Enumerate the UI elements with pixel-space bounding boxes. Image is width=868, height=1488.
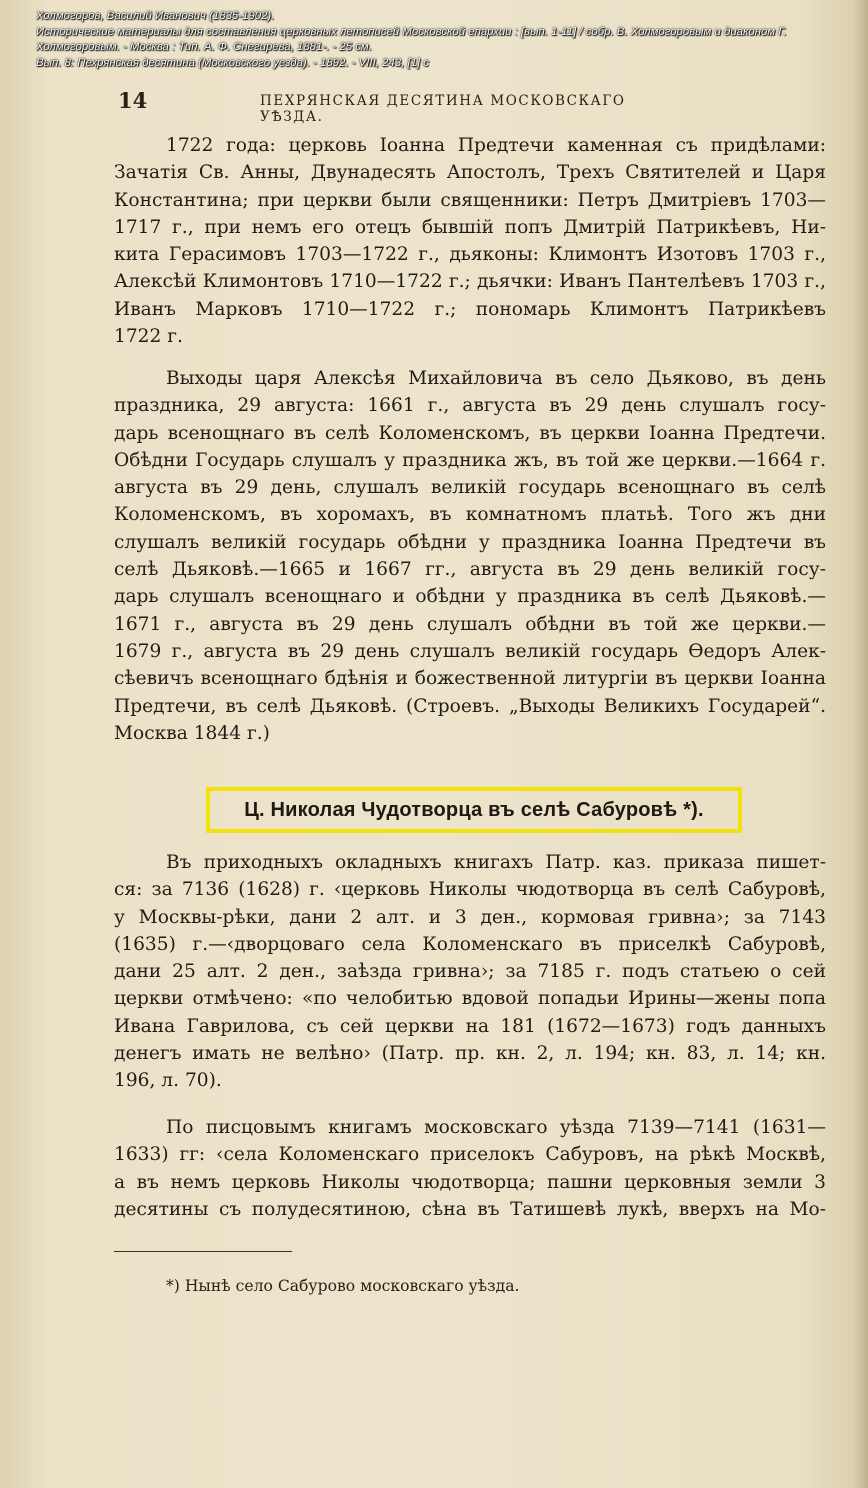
paragraph-4 [114,1114,826,1223]
text-line: Зачатія Св. Анны, Двунадесять Апостолъ, Трехъ Святителей и Царя [114,162,826,184]
text-line: (1635) г.—‹дворцоваго села Коломенскаго въ приселкѣ Сабуровѣ, [114,933,826,955]
text-line: слушалъ великій государь обѣдни у праздника Іоанна Предтечи въ [114,531,826,553]
text-line: 1671 г., августа въ 29 день слушалъ обѣдни въ той же церкви.— [114,613,826,635]
text-line: Иванъ Марковъ 1710—1722 г.; пономарь Климонтъ Патрикѣевъ [114,298,826,320]
text-line: Предтечи, въ селѣ Дьяковѣ. (Строевъ. „Выходы Великихъ Государей“. [114,695,826,717]
text-line: праздника, 29 августа: 1661 г., августа въ 29 день слушалъ госу- [114,395,826,417]
text-line: дарь слушалъ всенощнаго и обѣдни у праздника въ селѣ Дьяковѣ.— [114,586,826,608]
text-line: дани 25 алт. 2 ден., заѣзда гривна›; за 7185 г. подъ статьею о сей [114,961,826,983]
text-line: сѣевичъ всенощнаго бдѣнія и божественной литургіи въ церкви Іоанна [114,668,826,690]
text-line: у Москвы-рѣки, дани 2 алт. и 3 ден., кормовая гривна›; за 7143 [114,906,826,928]
page-number: 14 [118,88,148,113]
page-edge-shadow [854,0,868,1488]
footnote: *) Нынѣ село Сабурово московскаго уѣзда. [166,1277,520,1295]
text-line: 1722 г. [114,326,183,348]
running-head [118,88,678,125]
text-line: кита Герасимовъ 1703—1722 г., дьяконы: Климонтъ Изотовъ 1703 г., [114,244,826,266]
text-line: По писцовымъ книгамъ московскаго уѣзда 7139—7141 (1631— [166,1117,826,1138]
text-line: Ивана Гаврилова, съ сей церкви на 181 (1672—1673) годъ данныхъ [114,1015,826,1037]
catalog-line-title: Исторические материалы для составления церковных летописей Московской епархии : [вып. 1-11] / собр. В. Холмогоровым и диаконом Г. [36,25,787,38]
catalog-line-author: Холмогоров, Василий Иванович (1835-1902). [36,10,275,22]
paragraph-2 [114,365,826,747]
text-line: 1717 г., при немъ его отецъ бывшій попъ Дмитрій Патрикѣевъ, Ни- [114,216,826,238]
text-line: августа въ 29 день, слушалъ великій государь всенощнаго въ селѣ [114,477,826,499]
text-line: 1633) гг: ‹села Коломенскаго приселокъ Сабуровъ, на рѣкѣ Москвѣ, [114,1144,826,1166]
paragraph-3 [114,849,826,1095]
catalog-line-volume: Вып. 8: Пехрянская десятина (Московского уезда). - 1892. - VIII, 243, [1] с [36,56,429,69]
text-line: Константина; при церкви были священники: Петръ Дмитріевъ 1703— [114,189,826,211]
paragraph-1 [114,132,826,350]
text-line: Москва 1844 г.) [114,722,270,744]
footnote-divider [114,1251,292,1252]
text-line: Въ приходныхъ окладныхъ книгахъ Патр. каз. приказа пишет- [166,852,826,873]
text-line: Коломенскомъ, въ хоромахъ, въ комнатномъ платьѣ. Того жъ дни [114,504,826,526]
catalog-record [36,9,864,71]
text-line: селѣ Дьяковѣ.—1665 и 1667 гг., августа въ 29 день великій госу- [114,559,826,581]
text-line: а въ немъ церковь Николы чюдотворца; пашни церковныя земли 3 [114,1171,826,1193]
section-heading: Ц. Николая Чудотворца въ селѣ Сабуровѣ *). [206,787,742,833]
text-line: 1722 года: церковь Іоанна Предтечи каменная съ придѣлами: [166,135,826,156]
text-line: Алексѣй Климонтовъ 1710—1722 г.; дьячки: Иванъ Пантелѣевъ 1703 г., [114,271,826,293]
text-line: десятины съ полудесятиною, сѣна въ Татишевѣ лукѣ, вверхъ на Мо- [114,1198,826,1220]
text-line: 196, л. 70). [114,1070,222,1092]
text-line: церкви отмѣчено: «по челобитью вдовой попадьи Ирины—жены попа [114,988,826,1010]
text-line: ся: за 7136 (1628) г. ‹церковь Николы чюдотворца въ селѣ Сабуровѣ, [114,879,826,901]
text-line: денегъ имать не велѣно› (Патр. пр. кн. 2, л. 194; кн. 83, л. 14; кн. [114,1043,826,1065]
text-line: Выходы царя Алексѣя Михайловича въ село Дьяково, въ день [166,368,826,389]
running-title: ПЕХРЯНСКАЯ ДЕСЯТИНА МОСКОВСКАГО УѢЗДА. [260,93,626,125]
text-line: 1679 г., августа въ 29 день слушалъ великій государь Ѳедоръ Алек- [114,640,826,662]
catalog-line-imprint: Холмогоровым. - Москва : Тип. А. Ф. Снегирева, 1881-. - 25 см. [36,41,372,54]
text-line: Обѣдни Государь слушалъ у праздника жъ, въ той же церкви.—1664 г. [114,449,826,471]
text-line: дарь всенощнаго въ селѣ Коломенскомъ, въ церкви Іоанна Предтечи. [114,422,826,444]
